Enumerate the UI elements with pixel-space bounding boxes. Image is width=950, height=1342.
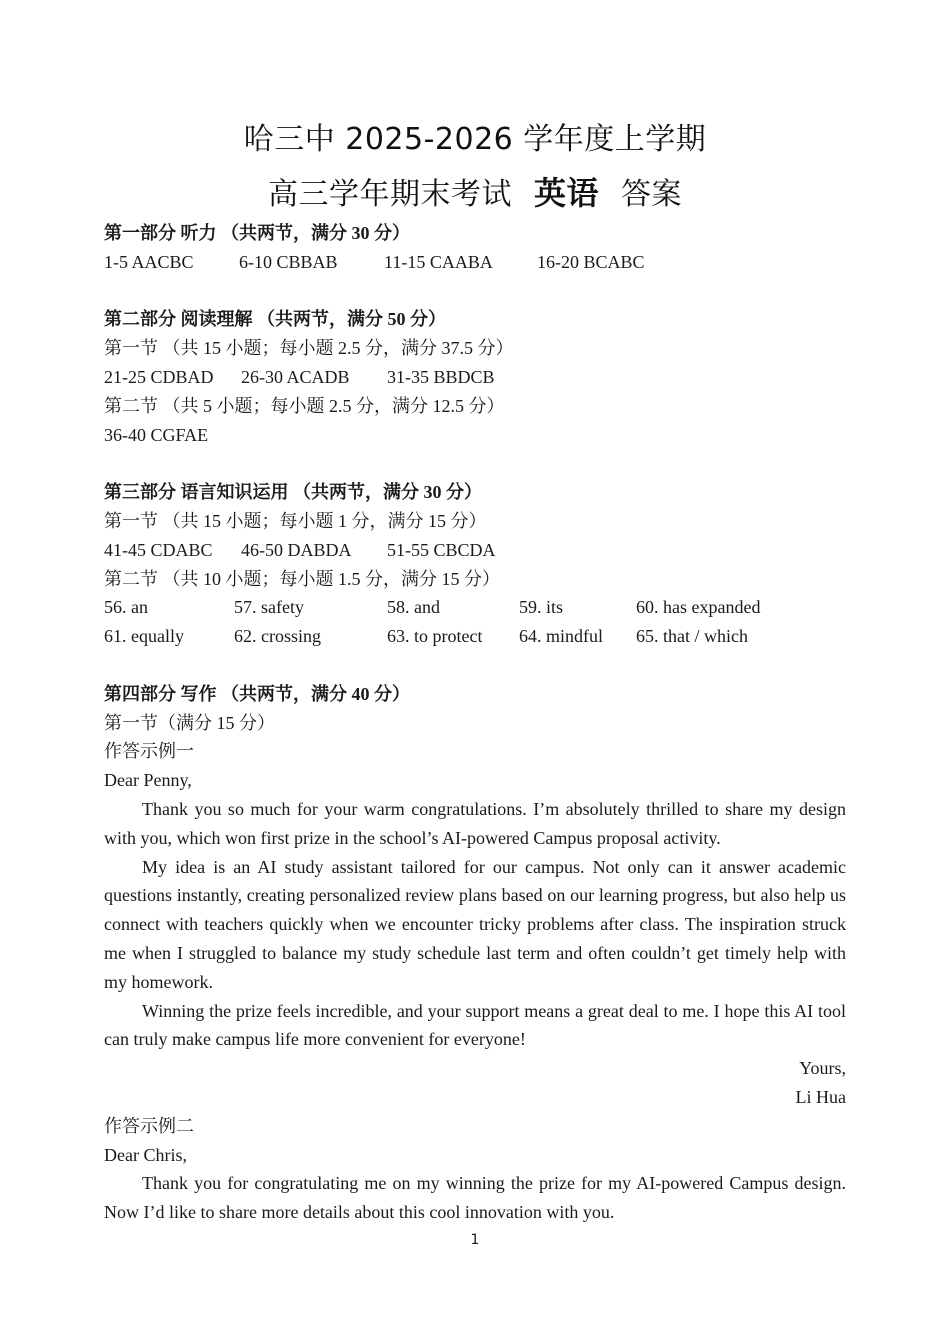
answer-group: 16-20 BCABC <box>537 251 645 272</box>
page-number: 1 <box>470 1232 480 1248</box>
part3-answers1 <box>104 536 846 565</box>
fill-answer: 61. equally <box>104 626 184 647</box>
part3-heading: 第三部分 语言知识运用 （共两节，满分 30 分） <box>104 482 482 503</box>
part2-section1: 第一节 （共 15 小题；每小题 2.5 分，满分 37.5 分） <box>104 338 514 359</box>
fill-answer: 58. and <box>387 597 440 618</box>
answer-content <box>104 219 846 1227</box>
answer-group: 41-45 CDABC <box>104 539 213 560</box>
example2-paragraph: Thank you for congratulating me on my winning the prize for my AI-powered Campus design. Now I’d like to share more details about this cool innovation with you. <box>104 1173 846 1223</box>
part3-section1: 第一节 （共 15 小题；每小题 1 分，满分 15 分） <box>104 510 487 531</box>
part2-heading: 第二部分 阅读理解 （共两节，满分 50 分） <box>104 309 446 330</box>
example1-signature: Li Hua <box>795 1086 846 1107</box>
answer-group: 6-10 CBBAB <box>239 251 338 272</box>
answer-group: 21-25 CDBAD <box>104 366 214 387</box>
subtitle-prefix: 高三学年期末考试 <box>267 177 512 212</box>
part2-section2: 第二节 （共 5 小题；每小题 2.5 分，满分 12.5 分） <box>104 395 505 416</box>
example1-paragraph: Winning the prize feels incredible, and your support means a great deal to me. I hope this AI tool can truly make campus life more convenient for everyone! <box>104 1000 846 1050</box>
answer-group: 11-15 CAABA <box>384 251 493 272</box>
part2-answers1 <box>104 363 846 392</box>
fill-answer: 59. its <box>519 597 564 618</box>
fill-answer: 64. mindful <box>519 626 603 647</box>
subject-name: 英语 <box>533 174 599 212</box>
part3-fill-row1 <box>104 593 846 622</box>
answer-group: 26-30 ACADB <box>241 366 350 387</box>
document-subtitle <box>0 168 950 214</box>
example1-greeting: Dear Penny, <box>104 770 192 791</box>
example1-paragraph: My idea is an AI study assistant tailored for our campus. Not only can it answer academic questions instantly, creating personalized review plans based on our learning progress, but also help us connect with teachers quickly when we encounter tricky problems after class. The inspiration struck me when I struggled to balance my study schedule last term and often couldn’t get timely help with my homework. <box>104 856 846 992</box>
fill-answer: 56. an <box>104 597 148 618</box>
part3-section2: 第二节 （共 10 小题；每小题 1.5 分，满分 15 分） <box>104 568 500 589</box>
part3-fill-row2 <box>104 622 846 651</box>
answer-group: 1-5 AACBC <box>104 251 194 272</box>
fill-answer: 57. safety <box>234 597 304 618</box>
document-title: 哈三中 2025-2026 学年度上学期 <box>243 122 707 157</box>
part4-heading: 第四部分 写作 （共两节，满分 40 分） <box>104 683 410 704</box>
answer-group: 46-50 DABDA <box>241 539 352 560</box>
fill-answer: 60. has expanded <box>636 597 761 618</box>
answer-group: 51-55 CBCDA <box>387 539 496 560</box>
example1-closing: Yours, <box>799 1058 846 1079</box>
fill-answer: 62. crossing <box>234 626 321 647</box>
example2-greeting: Dear Chris, <box>104 1144 187 1165</box>
part1-heading: 第一部分 听力 （共两节，满分 30 分） <box>104 223 410 243</box>
answer-group: 31-35 BBDCB <box>387 366 495 387</box>
part2-answers2: 36-40 CGFAE <box>104 424 209 445</box>
fill-answer: 63. to protect <box>387 626 483 647</box>
example1-label: 作答示例一 <box>104 741 194 762</box>
subtitle-suffix: 答案 <box>621 177 682 212</box>
example2-label: 作答示例二 <box>104 1115 194 1136</box>
part1-answers <box>104 248 846 277</box>
fill-answer: 65. that / which <box>636 626 748 647</box>
example1-paragraph: Thank you so much for your warm congratulations. I’m absolutely thrilled to share my design with you, which won first prize in the school’s AI-powered Campus proposal activity. <box>104 798 846 848</box>
part4-section1: 第一节（满分 15 分） <box>104 712 275 733</box>
